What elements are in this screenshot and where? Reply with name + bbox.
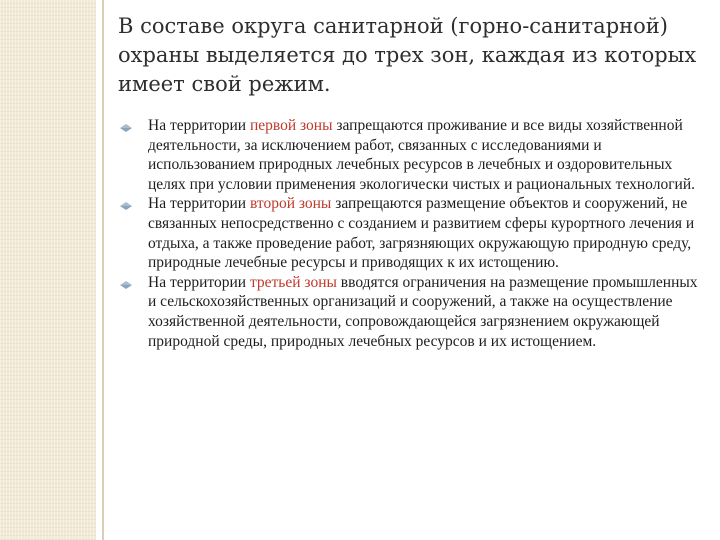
diamond-bullet-icon xyxy=(120,124,132,128)
bullet-text-pre: На территории xyxy=(148,117,250,134)
zone-bullet-list xyxy=(118,116,703,351)
decorative-side-strip xyxy=(0,0,96,540)
diamond-bullet-icon xyxy=(120,202,132,206)
bullet-item-third-zone xyxy=(118,273,703,351)
bullet-text-post: запрещаются размещение объектов и сооружений, не связанных непосредственно с созданием и развитием сферы курортного лечения и отдыха, а также проведение работ, загрязняющих окружающую природную среду, природные лечебные ресурсы и приводящих к их истощению. xyxy=(148,195,695,272)
slide-title: В составе округа санитарной (горно-санитарной) охраны выделяется до трех зон, каждая из которых имеет свой режим. xyxy=(118,14,697,96)
zone-highlight: третьей зоны xyxy=(249,273,337,291)
bullet-item-second-zone xyxy=(118,194,703,272)
bullet-text-post: вводятся ограничения на размещение промышленных и сельскохозяйственных организаций и сооружений, а также на осуществление хозяйственной деятельности, сопровождающейся загрязнением окружающей природной среды, природных лечебных ресурсов и их истощением. xyxy=(148,273,698,350)
bullet-text-pre: На территории xyxy=(148,273,250,291)
zone-highlight: второй зоны xyxy=(249,195,332,213)
bullet-text-post: запрещаются проживание и все виды хозяйственной деятельности, за исключением работ, связанных с исследованиями и использованием природных лечебных ресурсов в лечебных и оздоровительных целях при условии применения экологически чистых и рациональных технологий. xyxy=(148,117,696,193)
bullet-item-first-zone xyxy=(118,116,703,194)
decorative-side-line xyxy=(102,0,104,540)
bullet-text-pre: На территории xyxy=(148,195,250,213)
zone-highlight: первой зоны xyxy=(249,117,333,134)
diamond-bullet-icon xyxy=(120,281,132,285)
